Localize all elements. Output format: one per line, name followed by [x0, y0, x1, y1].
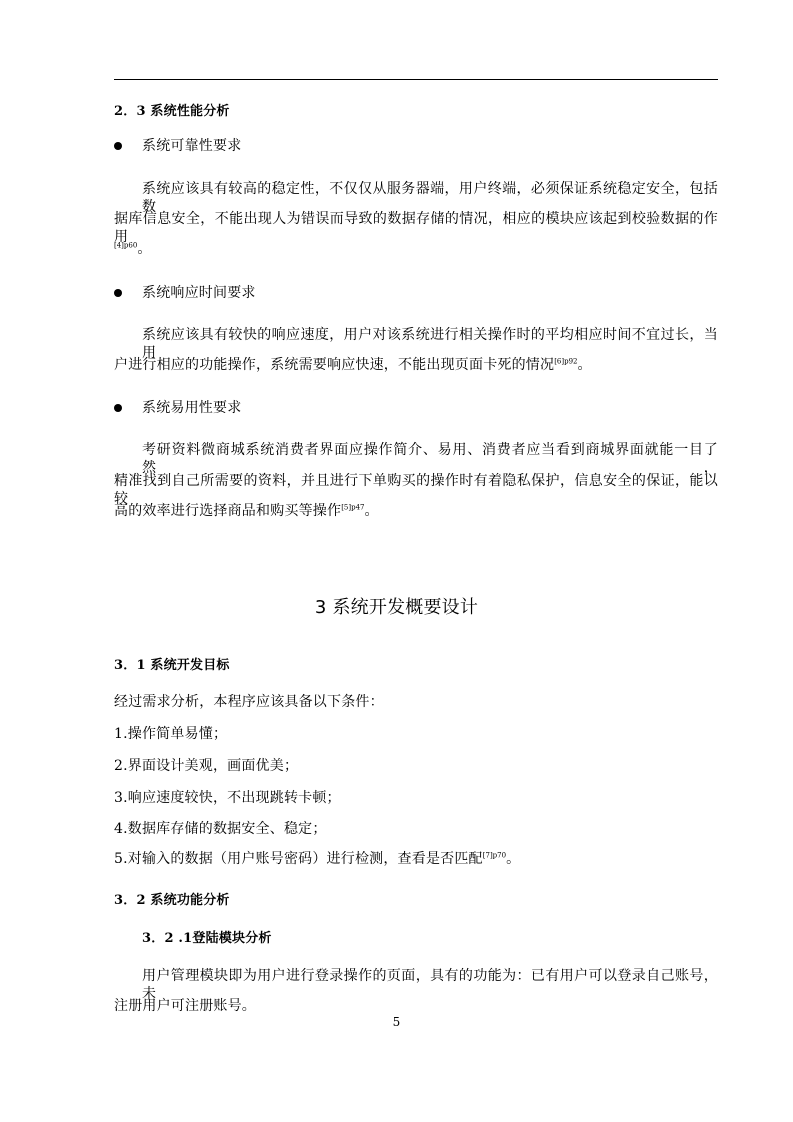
bullet-response-time: 系统响应时间要求: [142, 285, 256, 301]
chapter-3-title: 3 系统开发概要设计: [314, 597, 479, 618]
bullet-dot-icon: [114, 404, 122, 412]
sentence-end: 。: [137, 241, 152, 257]
bullet-dot-icon: [114, 142, 122, 150]
citation: [4]p60: [114, 241, 138, 250]
sentence-end: 。: [364, 503, 379, 519]
paragraph-login-line-1: 用户管理模块即为用户进行登录操作的页面，具有的功能为：已有用户可以登录自己账号，未: [142, 968, 718, 1002]
page-number: 5: [392, 1015, 401, 1029]
citation: [6]p92: [554, 357, 578, 366]
goal-item-3: 3.响应速度较快，不出现跳转卡顿；: [114, 790, 341, 806]
paragraph-usability-line-1: 考研资料微商城系统消费者界面应操作简介、易用、消费者应当看到商城界面就能一目了然，: [142, 442, 718, 476]
section-2-3-heading: 2．3 系统性能分析: [114, 104, 230, 119]
paragraph-response-line-2: [114, 356, 592, 374]
citation: [7]p70: [482, 851, 507, 860]
sentence-end: 。: [506, 851, 521, 867]
goal-item-text: 5.对输入的数据（用户账号密码）进行检测，查看是否匹配: [114, 851, 483, 867]
bullet-usability: 系统易用性要求: [142, 400, 242, 416]
paragraph-text: 高的效率进行选择商品和购买等操作: [114, 503, 342, 519]
sentence-end: 。: [577, 357, 592, 373]
section-3-2-1-heading: 3．2 .1登陆模块分析: [142, 931, 272, 946]
header-rule: [114, 79, 718, 80]
paragraph-reliability-line-2: 据库信息安全，不能出现人为错误而导致的数据存储的情况，相应的模块应该起到校验数据的作用: [114, 211, 718, 245]
goal-item-1: 1.操作简单易懂；: [114, 726, 228, 742]
bullet-reliability: 系统可靠性要求: [142, 138, 242, 154]
paragraph-response-line-1: 系统应该具有较快的响应速度，用户对该系统进行相关操作时的平均相应时间不宜过长，当用: [142, 327, 718, 361]
paragraph-usability-line-2: 精准找到自己所需要的资料，并且进行下单购买的操作时有着隐私保护，信息安全的保证，能以较: [114, 473, 718, 507]
paragraph-usability-line-3: [114, 502, 379, 520]
section-3-1-heading: 3．1 系统开发目标: [114, 658, 230, 673]
paragraph-reliability-line-3: [114, 240, 152, 258]
goal-item-4: 4.数据库存储的数据安全、稳定；: [114, 821, 327, 837]
section-3-2-heading: 3．2 系统功能分析: [114, 893, 230, 908]
goal-item-2: 2.界面设计美观，画面优美；: [114, 758, 299, 774]
paragraph-login-line-2: 注册用户可注册账号。: [114, 998, 256, 1014]
goal-item-5: [114, 850, 520, 868]
bullet-dot-icon: [114, 289, 122, 297]
paragraph-text: 户进行相应的功能操作，系统需要响应快速，不能出现页面卡死的情况: [114, 357, 555, 373]
section-3-1-intro: 经过需求分析，本程序应该具备以下条件：: [114, 694, 384, 710]
paragraph-reliability-line-1: 系统应该具有较高的稳定性，不仅仅从服务器端，用户终端，必须保证系统稳定安全，包括数: [142, 181, 718, 215]
citation: [5]p47: [341, 503, 365, 512]
